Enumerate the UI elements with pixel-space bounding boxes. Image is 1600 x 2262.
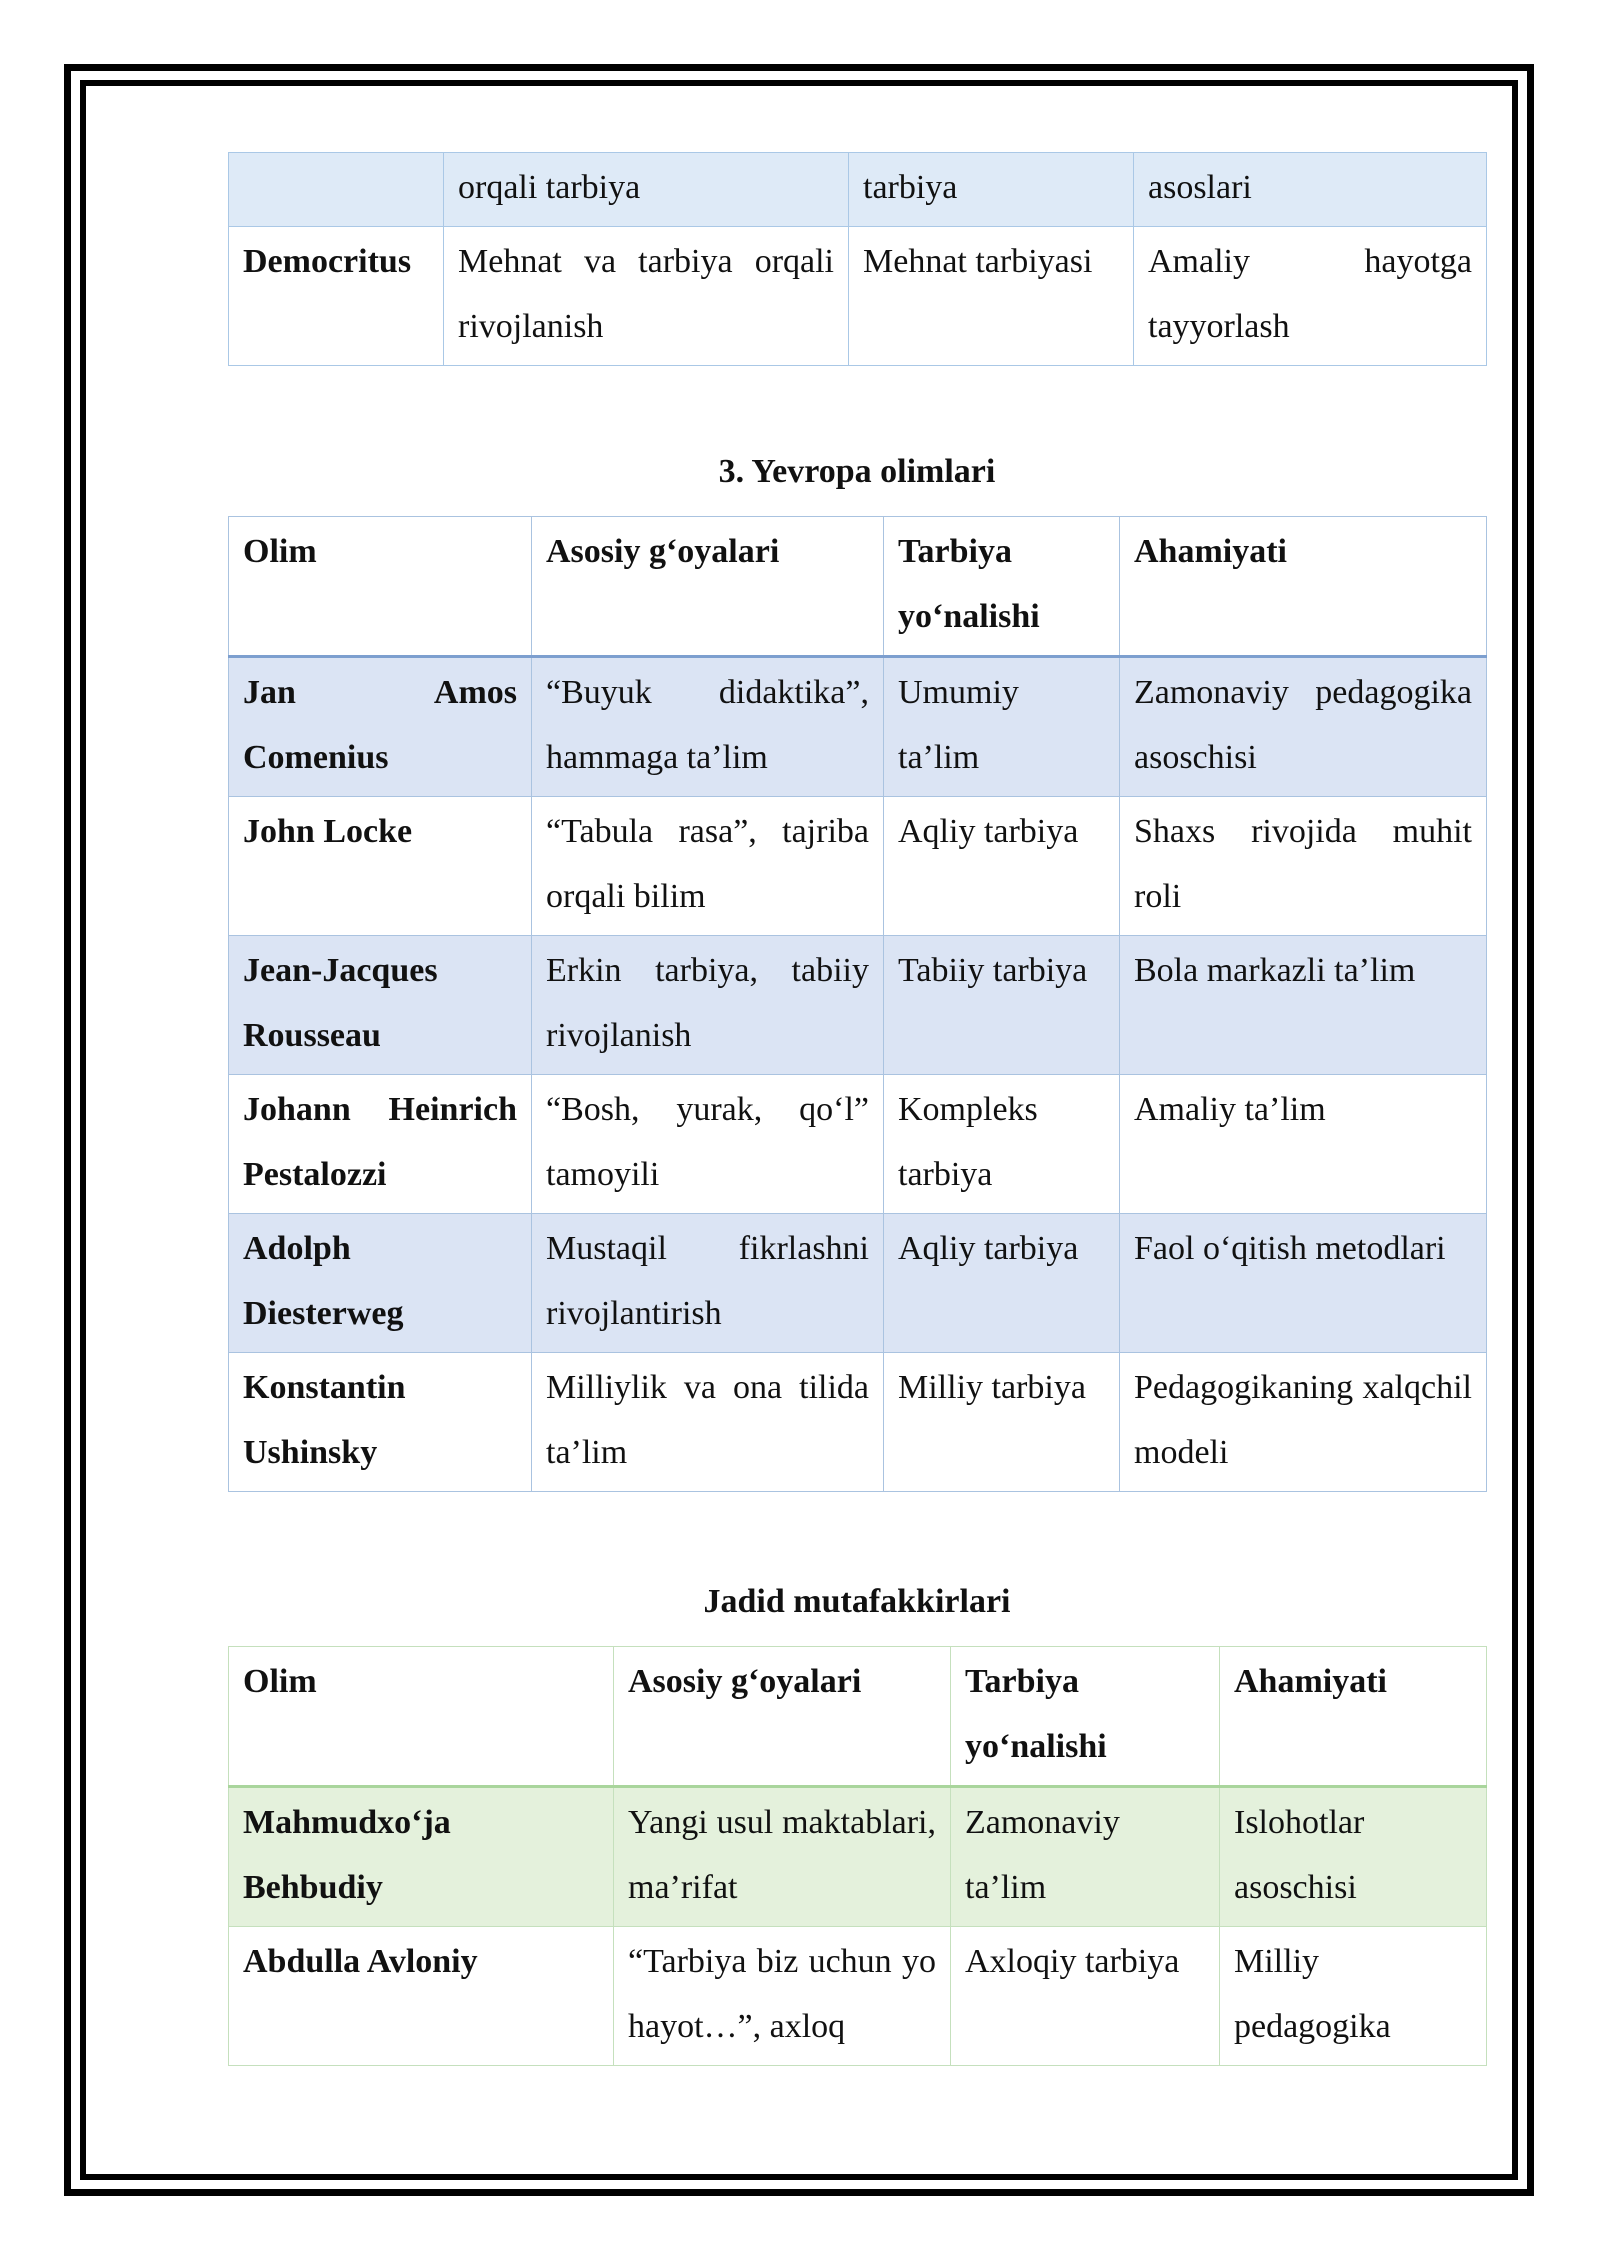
table-cell: Tabiiy tarbiya (884, 936, 1120, 1075)
table-cell: Shaxs rivojida muhit roli (1120, 797, 1487, 936)
column-header: Tarbiya yo‘nalishi (951, 1647, 1220, 1787)
table-cell: Faol o‘qitish metodlari (1120, 1214, 1487, 1353)
table-cell: Axloqiy tarbiya (951, 1927, 1220, 2066)
table-europe-scholars (228, 516, 1487, 1492)
table-cell: Pedagogikaning xalqchil modeli (1120, 1353, 1487, 1492)
column-header: Ahamiyati (1220, 1647, 1487, 1787)
table-cell: Zamonaviy pedagogika asoschisi (1120, 657, 1487, 797)
column-header: Olim (229, 1647, 614, 1787)
table-row (229, 1075, 1487, 1214)
table-cell: “Tarbiya biz uchun yo hayot…”, axloq (614, 1927, 951, 2066)
table-jadid-thinkers (228, 1646, 1487, 2066)
scholar-name-cell: Abdulla Avloniy (229, 1927, 614, 2066)
table-cell: Milliylik va ona tilida ta’lim (532, 1353, 884, 1492)
table-cell: Mehnat va tarbiya orqali rivojlanish (444, 227, 849, 366)
table-cell: Mehnat tarbiyasi (849, 227, 1134, 366)
table-cell: “Buyuk didaktika”, hammaga ta’lim (532, 657, 884, 797)
table-cell: Mustaqil fikrlashni rivojlantirish (532, 1214, 884, 1353)
scholar-name-cell: Konstantin Ushinsky (229, 1353, 532, 1492)
table-continuation (228, 152, 1487, 366)
table-cell (229, 153, 444, 227)
table-cell: tarbiya (849, 153, 1134, 227)
table-cell: Amaliy ta’lim (1120, 1075, 1487, 1214)
table-cell: asoslari (1134, 153, 1487, 227)
section-heading-europe: 3. Yevropa olimlari (718, 453, 996, 490)
table-header-row (229, 517, 1487, 657)
table-cell: Yangi usul maktablari, ma’rifat (614, 1787, 951, 1927)
table-cell: Umumiy ta’lim (884, 657, 1120, 797)
column-header: Ahamiyati (1120, 517, 1487, 657)
column-header: Asosiy g‘oyalari (532, 517, 884, 657)
column-header: Asosiy g‘oyalari (614, 1647, 951, 1787)
table-cell: Erkin tarbiya, tabiiy rivojlanish (532, 936, 884, 1075)
scholar-name-cell: Johann Heinrich Pestalozzi (229, 1075, 532, 1214)
table-row (229, 153, 1487, 227)
table-cell: Amaliy hayotga tayyorlash (1134, 227, 1487, 366)
section-heading-jadid: Jadid mutafakkirlari (703, 1583, 1011, 1620)
table-row (229, 797, 1487, 936)
table-cell: orqali tarbiya (444, 153, 849, 227)
column-header: Tarbiya yo‘nalishi (884, 517, 1120, 657)
table-cell: Kompleks tarbiya (884, 1075, 1120, 1214)
table-cell: Milliy tarbiya (884, 1353, 1120, 1492)
column-header: Olim (229, 517, 532, 657)
table-row (229, 1787, 1487, 1927)
scholar-name-cell: Jean-Jacques Rousseau (229, 936, 532, 1075)
scholar-name-cell: Adolph Diesterweg (229, 1214, 532, 1353)
table-cell: Bola markazli ta’lim (1120, 936, 1487, 1075)
table-cell: “Tabula rasa”, tajriba orqali bilim (532, 797, 884, 936)
table-cell: “Bosh, yurak, qo‘l” tamoyili (532, 1075, 884, 1214)
table-cell: Aqliy tarbiya (884, 1214, 1120, 1353)
scholar-name-cell: John Locke (229, 797, 532, 936)
table-header-row (229, 1647, 1487, 1787)
table-cell: Aqliy tarbiya (884, 797, 1120, 936)
table-cell: Milliy pedagogika (1220, 1927, 1487, 2066)
table-cell: Zamonaviy ta’lim (951, 1787, 1220, 1927)
scholar-name-cell: Mahmudxo‘ja Behbudiy (229, 1787, 614, 1927)
table-row (229, 1927, 1487, 2066)
table-row (229, 1353, 1487, 1492)
table-row (229, 1214, 1487, 1353)
table-row (229, 227, 1487, 366)
table-row (229, 657, 1487, 797)
table-cell: Islohotlar asoschisi (1220, 1787, 1487, 1927)
scholar-name-cell: Democritus (229, 227, 444, 366)
scholar-name-cell: Jan Amos Comenius (229, 657, 532, 797)
table-row (229, 936, 1487, 1075)
